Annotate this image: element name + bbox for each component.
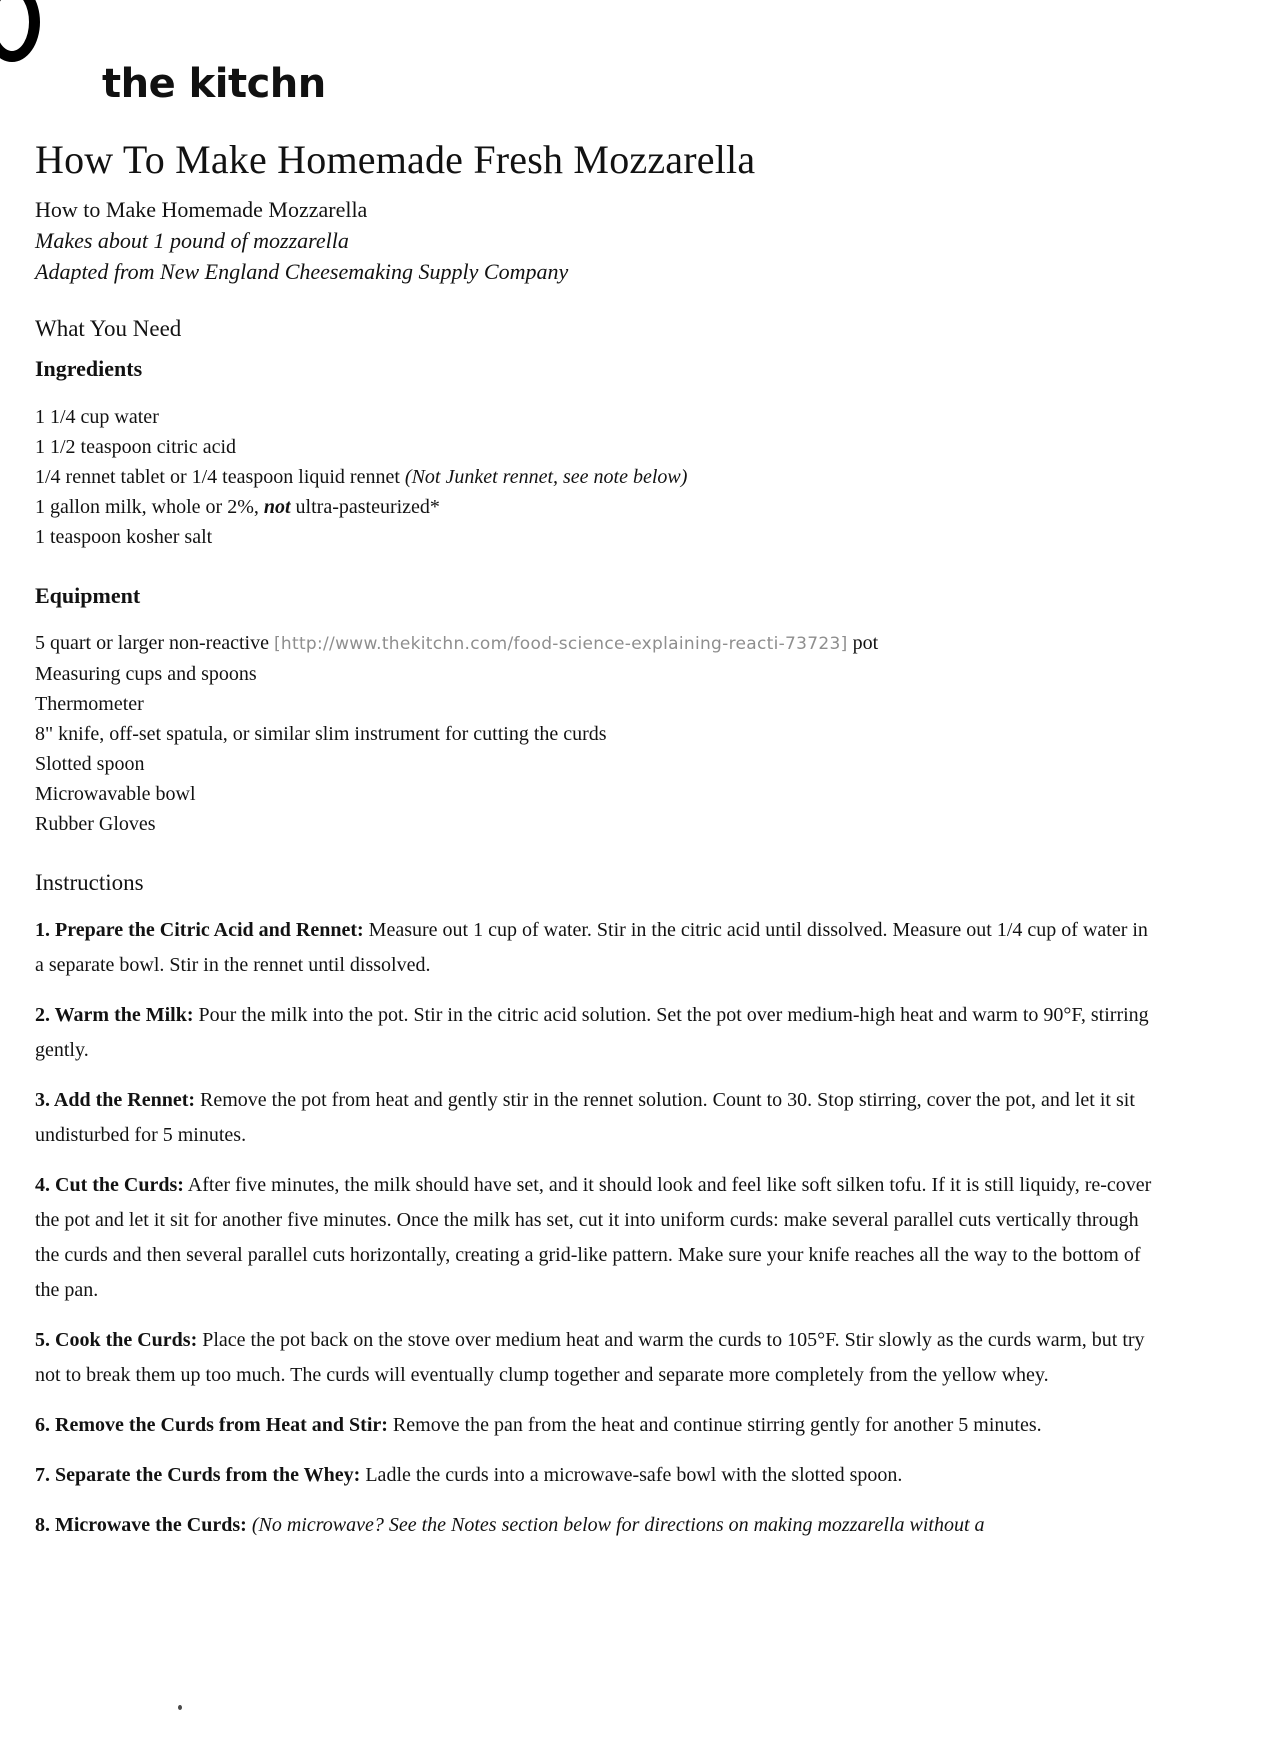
equipment-list [35,628,1155,839]
instruction-step-6 [35,1408,1155,1443]
step-label: 1. Prepare the Citric Acid and Rennet: [35,919,364,941]
step-body: Remove the pan from the heat and continue stirring gently for another 5 minutes. [387,1414,1042,1436]
step-label: 4. Cut the Curds: [35,1174,184,1196]
instruction-step-1 [35,913,1155,983]
step-label: 8. Microwave the Curds: [35,1514,247,1536]
recipe-yield-note: Makes about 1 pound of mozzarella [35,228,349,253]
step-label: 3. Add the Rennet: [35,1089,196,1111]
ingredient-item [35,492,1155,522]
step-body: Ladle the curds into a microwave-safe bowl with the slotted spoon. [360,1464,903,1486]
instruction-step-3 [35,1083,1155,1153]
equipment-item [35,628,1155,659]
equipment-item: Measuring cups and spoons [35,663,257,685]
equipment-item: Microwavable bowl [35,783,196,805]
section-instructions: Instructions [35,870,144,895]
ingredient-note-italic: (Not Junket rennet, see note below) [404,466,688,488]
inline-url-reference: [http://www.thekitchn.com/food-science-explaining-reacti-73723] [273,634,848,654]
step-label: 2. Warm the Milk: [35,1004,194,1026]
section-what-you-need: What You Need [35,316,182,341]
ingredient-text: 1 gallon milk, whole or 2%, [35,496,264,518]
instruction-step-5 [35,1323,1155,1393]
section-equipment: Equipment [35,583,141,608]
equipment-item: 8" knife, off-set spatula, or similar slim instrument for cutting the curds [35,723,607,745]
page-title: How To Make Homemade Fresh Mozzarella [35,137,756,182]
thekitchn-logo: the kitchn [102,61,326,107]
ingredient-emphasis: not [263,496,291,518]
ingredients-list [35,402,1155,552]
recipe-source-note: Adapted from New England Cheesemaking Supply Company [35,259,569,284]
scan-corner-artifact [0,0,40,62]
equipment-text: 5 quart or larger non-reactive [35,632,274,654]
equipment-item: Thermometer [35,693,144,715]
ingredient-item: 1 teaspoon kosher salt [35,526,213,548]
step-label: 5. Cook the Curds: [35,1329,198,1351]
step-body: Measure out 1 cup of water. Stir in the citric acid until dissolved. Measure out 1/4 cup of water in a separate bowl. Stir in the rennet until dissolved. [35,919,1148,976]
ingredient-item [35,462,1155,492]
equipment-item: Rubber Gloves [35,813,156,835]
section-ingredients: Ingredients [35,356,143,381]
instruction-step-2 [35,998,1155,1068]
instruction-step-7 [35,1458,1155,1493]
scan-stray-dot [178,1705,182,1710]
recipe-subtitle: How to Make Homemade Mozzarella [35,197,368,222]
step-body: Pour the milk into the pot. Stir in the citric acid solution. Set the pot over medium-high heat and warm to 90°F, stirring gently. [35,1004,1149,1061]
step-body-italic: (No microwave? See the Notes section below for directions on making mozzarella without a [246,1514,985,1536]
equipment-text: pot [847,632,879,654]
equipment-item: Slotted spoon [35,753,145,775]
ingredient-text: 1/4 rennet tablet or 1/4 teaspoon liquid rennet [35,466,405,488]
step-body: After five minutes, the milk should have set, and it should look and feel like soft silken tofu. If it is still liquidy, re-cover the pot and let it sit for another five minutes. Once the milk has set, cut it into uniform curds: make several parallel cuts vertically through the curds and then several parallel cuts horizontally, creating a grid-like pattern. Make sure your knife reaches all the way to the bottom of the pan. [35,1174,1152,1301]
ingredient-item: 1 1/4 cup water [35,406,159,428]
step-label: 7. Separate the Curds from the Whey: [35,1464,361,1486]
step-body: Place the pot back on the stove over medium heat and warm the curds to 105°F. Stir slowly as the curds warm, but try not to break them up too much. The curds will eventually clump together and separate more completely from the yellow whey. [35,1329,1145,1386]
step-label: 6. Remove the Curds from Heat and Stir: [35,1414,388,1436]
step-body: Remove the pot from heat and gently stir in the rennet solution. Count to 30. Stop stirring, cover the pot, and let it sit undisturbed for 5 minutes. [35,1089,1135,1146]
ingredient-text: ultra-pasteurized* [290,496,440,518]
instruction-step-8 [35,1508,1155,1543]
instruction-step-4 [35,1168,1155,1308]
ingredient-item: 1 1/2 teaspoon citric acid [35,436,237,458]
